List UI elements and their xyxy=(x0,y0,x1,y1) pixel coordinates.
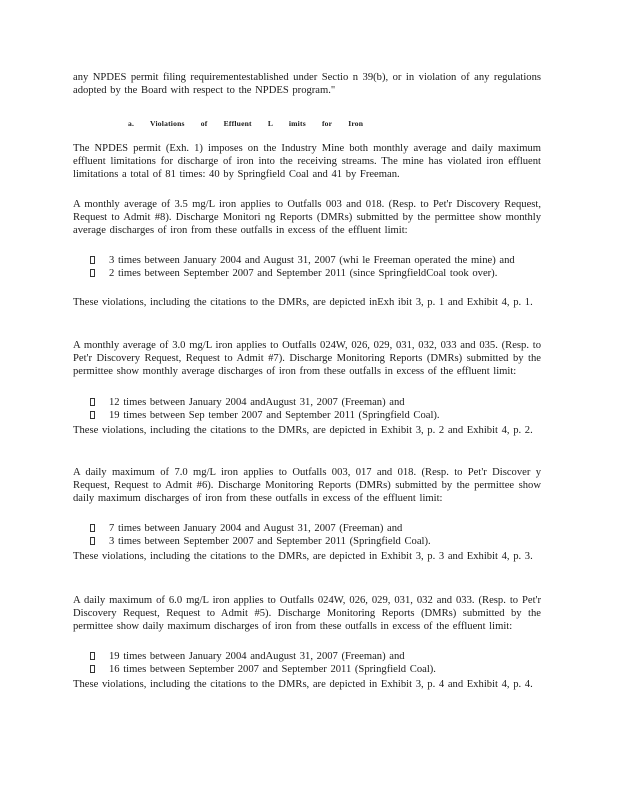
list-item: 7 times between January 2004 and August 31, 2007 (Freeman) and xyxy=(73,522,541,535)
bullet-marker-icon xyxy=(90,269,95,277)
list-item: 16 times between September 2007 and September 2011 (Springfield Coal). xyxy=(73,663,541,676)
list-item: 19 times between January 2004 andAugust 31, 2007 (Freeman) and xyxy=(73,650,541,663)
intro-paragraph: any NPDES permit filing requirementestablished under Sectio n 39(b), or in violation of any regulations adopted by the Board with respect to the NPDES program." xyxy=(73,72,541,97)
list-item: 3 times between September 2007 and September 2011 (Springfield Coal). xyxy=(73,535,541,548)
bullet-marker-icon xyxy=(90,411,95,419)
section-3-lead: A daily maximum of 7.0 mg/L iron applies to Outfalls 003, 017 and 018. (Resp. to Pet'r Discover y Request, Request to Admit #6). Discharge Monitoring Reports (DMRs) submitted by the permittee show daily maximum discharges of iron from these outfalls in excess of the effluent limit: xyxy=(73,467,541,505)
list-item: 12 times between January 2004 andAugust 31, 2007 (Freeman) and xyxy=(73,396,541,409)
list-item: 2 times between September 2007 and September 2011 (since SpringfieldCoal took over). xyxy=(73,267,541,280)
section-4-bullets xyxy=(73,650,541,676)
section-1-bullets xyxy=(73,254,541,280)
overview-paragraph: The NPDES permit (Exh. 1) imposes on the Industry Mine both monthly average and daily maximum effluent limitations for discharge of iron into the receiving streams. The mine has violated iron effluent limitations a total of 81 times: 40 by Springfield Coal and 41 by Freeman. xyxy=(73,143,541,181)
section-4-closing: These violations, including the citations to the DMRs, are depicted in Exhibit 3, p. 4 and Exhibit 4, p. 4. xyxy=(73,679,533,690)
bullet-marker-icon xyxy=(90,256,95,264)
section-3-bullets xyxy=(73,522,541,548)
section-3-closing: These violations, including the citations to the DMRs, are depicted in Exhibit 3, p. 3 and Exhibit 4, p. 3. xyxy=(73,551,533,562)
section-4-lead: A daily maximum of 6.0 mg/L iron applies to Outfalls 024W, 026, 029, 031, 032 and 033. (Resp. to Pet'r Discovery Request, Request to Admit #5). Discharge Monitoring Reports (DMRs) submitted by the permittee show daily maximum discharges of iron from these outfalls in excess of the effluent limit: xyxy=(73,595,541,633)
list-item: 3 times between January 2004 and August 31, 2007 (whi le Freeman operated the mine) and xyxy=(73,254,541,267)
section-2-lead: A monthly average of 3.0 mg/L iron applies to Outfalls 024W, 026, 029, 031, 032, 033 and 035. (Resp. to Pet'r Discovery Request, Request to Admit #7). Discharge Monitoring Reports (DMRs) submitted by the permittee show monthly average discharges of iron from these outfalls in excess of the effluent limit: xyxy=(73,340,541,378)
bullet-marker-icon xyxy=(90,398,95,406)
section-2-closing: These violations, including the citations to the DMRs, are depicted in Exhibit 3, p. 2 and Exhibit 4, p. 2. xyxy=(73,425,533,436)
bullet-marker-icon xyxy=(90,652,95,660)
bullet-marker-icon xyxy=(90,665,95,673)
list-item: 19 times between Sep tember 2007 and September 2011 (Springfield Coal). xyxy=(73,409,541,422)
section-1-lead: A monthly average of 3.5 mg/L iron applies to Outfalls 003 and 018. (Resp. to Pet'r Discovery Request, Request to Admit #8). Discharge Monitori ng Reports (DMRs) submitted by the permittee show monthly average discharges of iron from these outfalls in excess of the effluent limit: xyxy=(73,199,541,237)
section-2-bullets xyxy=(73,396,541,422)
bullet-marker-icon xyxy=(90,524,95,532)
section-heading: a. Violations of Effluent L imits for Iron xyxy=(128,119,364,128)
bullet-marker-icon xyxy=(90,537,95,545)
section-1-closing: These violations, including the citations to the DMRs, are depicted inExh ibit 3, p. 1 and Exhibit 4, p. 1. xyxy=(73,297,533,308)
